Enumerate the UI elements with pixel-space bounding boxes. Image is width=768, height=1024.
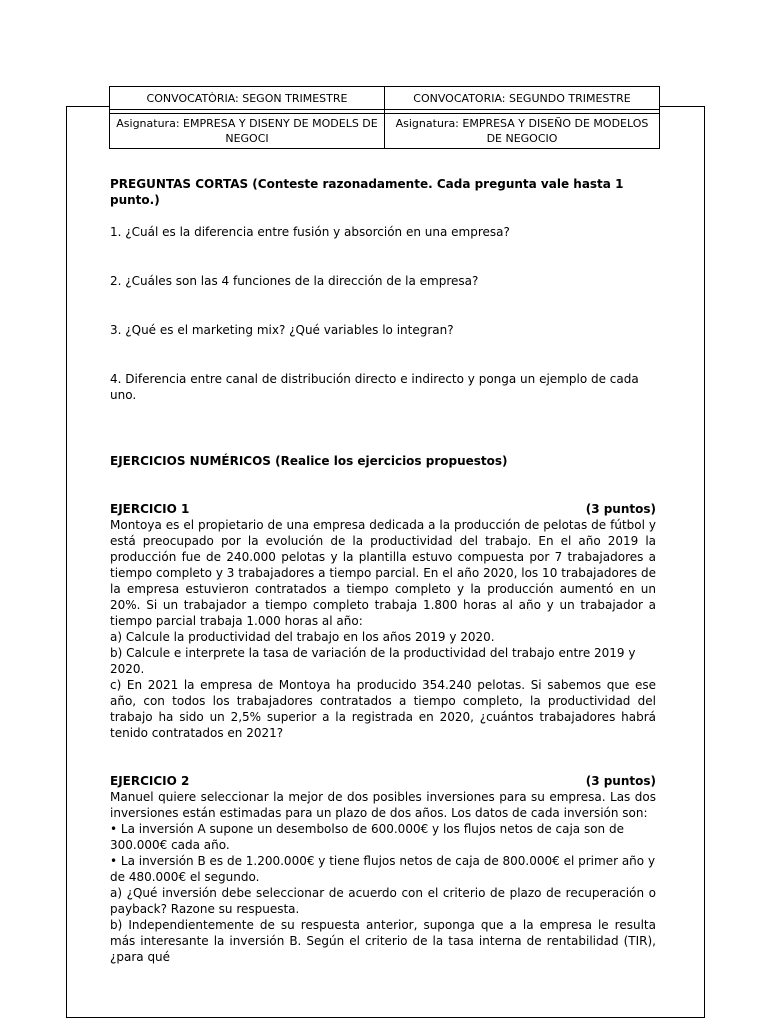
question-4: 4. Diferencia entre canal de distribución directo e indirecto y ponga un ejemplo de cada uno. [110, 372, 639, 402]
short-questions-heading: PREGUNTAS CORTAS (Conteste razonadamente. Cada pregunta vale hasta 1 punto.) [110, 177, 624, 207]
exercise-1-title-row [110, 501, 656, 517]
exercise-2-bullet-a: • La inversión A supone un desembolso de 600.000€ y los flujos netos de caja son de 300.000€ cada año. [110, 822, 624, 852]
header-convocatoria-right: CONVOCATORIA: SEGUNDO TRIMESTRE [385, 87, 660, 110]
header-asignatura-left: Asignatura: EMPRESA Y DISENY DE MODELS DE NEGOCI [110, 114, 385, 149]
exercise-1-title: EJERCICIO 1 [110, 502, 190, 516]
header-table [109, 86, 660, 149]
exercise-1-a: a) Calcule la productividad del trabajo en los años 2019 y 2020. [110, 630, 495, 644]
exercise-1-points: (3 puntos) [585, 502, 656, 516]
numeric-heading: EJERCICIOS NUMÉRICOS (Realice los ejercicios propuestos) [110, 454, 508, 468]
exercise-2-title-row [110, 773, 656, 789]
question-1: 1. ¿Cuál es la diferencia entre fusión y absorción en una empresa? [110, 225, 510, 239]
exercise-2-a: a) ¿Qué inversión debe seleccionar de acuerdo con el criterio de plazo de recuperación o payback? Razone su respuesta. [110, 886, 656, 916]
exercise-2-body: Manuel quiere seleccionar la mejor de dos posibles inversiones para su empresa. Las dos inversiones están estimadas para un plazo de dos años. Los datos de cada inversión son: [110, 790, 656, 820]
exercise-2-bullet-b: • La inversión B es de 1.200.000€ y tiene flujos netos de caja de 800.000€ el primer año y de 480.000€ el segundo. [110, 854, 656, 884]
exercise-2-points: (3 puntos) [585, 774, 656, 788]
exercise-1-b: b) Calcule e interprete la tasa de variación de la productividad del trabajo entre 2019 y 2020. [110, 646, 636, 676]
question-2: 2. ¿Cuáles son las 4 funciones de la dirección de la empresa? [110, 274, 479, 288]
exercise-1-body: Montoya es el propietario de una empresa dedicada a la producción de pelotas de fútbol y está preocupado por la evolución de la productividad del trabajo. En el año 2019 la producción fue de 240.000 pelotas y la plantilla estuvo compuesta por 7 trabajadores a tiempo completo y 3 trabajadores a tiempo parcial. En el año 2020, los 10 trabajadores de la empresa estuvieron contratados a tiempo completo y la producción aumentó en un 20%. Si un trabajador a tiempo completo trabaja 1.800 horas al año y un trabajador a tiempo parcial trabaja 1.000 horas al año: [110, 518, 656, 628]
question-3: 3. ¿Qué es el marketing mix? ¿Qué variables lo integran? [110, 323, 454, 337]
header-convocatoria-left: CONVOCATÒRIA: SEGON TRIMESTRE [110, 87, 385, 110]
exam-content [110, 176, 656, 965]
exercise-2-title: EJERCICIO 2 [110, 774, 190, 788]
header-asignatura-right: Asignatura: EMPRESA Y DISEÑO DE MODELOS DE NEGOCIO [385, 114, 660, 149]
exercise-1-c: c) En 2021 la empresa de Montoya ha producido 354.240 pelotas. Si sabemos que ese año, con todos los trabajadores contratados a tiempo completo, la productividad del trabajo ha sido un 2,5% superior a la registrada en 2020, ¿cuántos trabajadores habrá tenido contratados en 2021? [110, 678, 656, 740]
exercise-2-b: b) Independientemente de su respuesta anterior, suponga que a la empresa le resulta más interesante la inversión B. Según el criterio de la tasa interna de rentabilidad (TIR), ¿para qué [110, 918, 656, 964]
